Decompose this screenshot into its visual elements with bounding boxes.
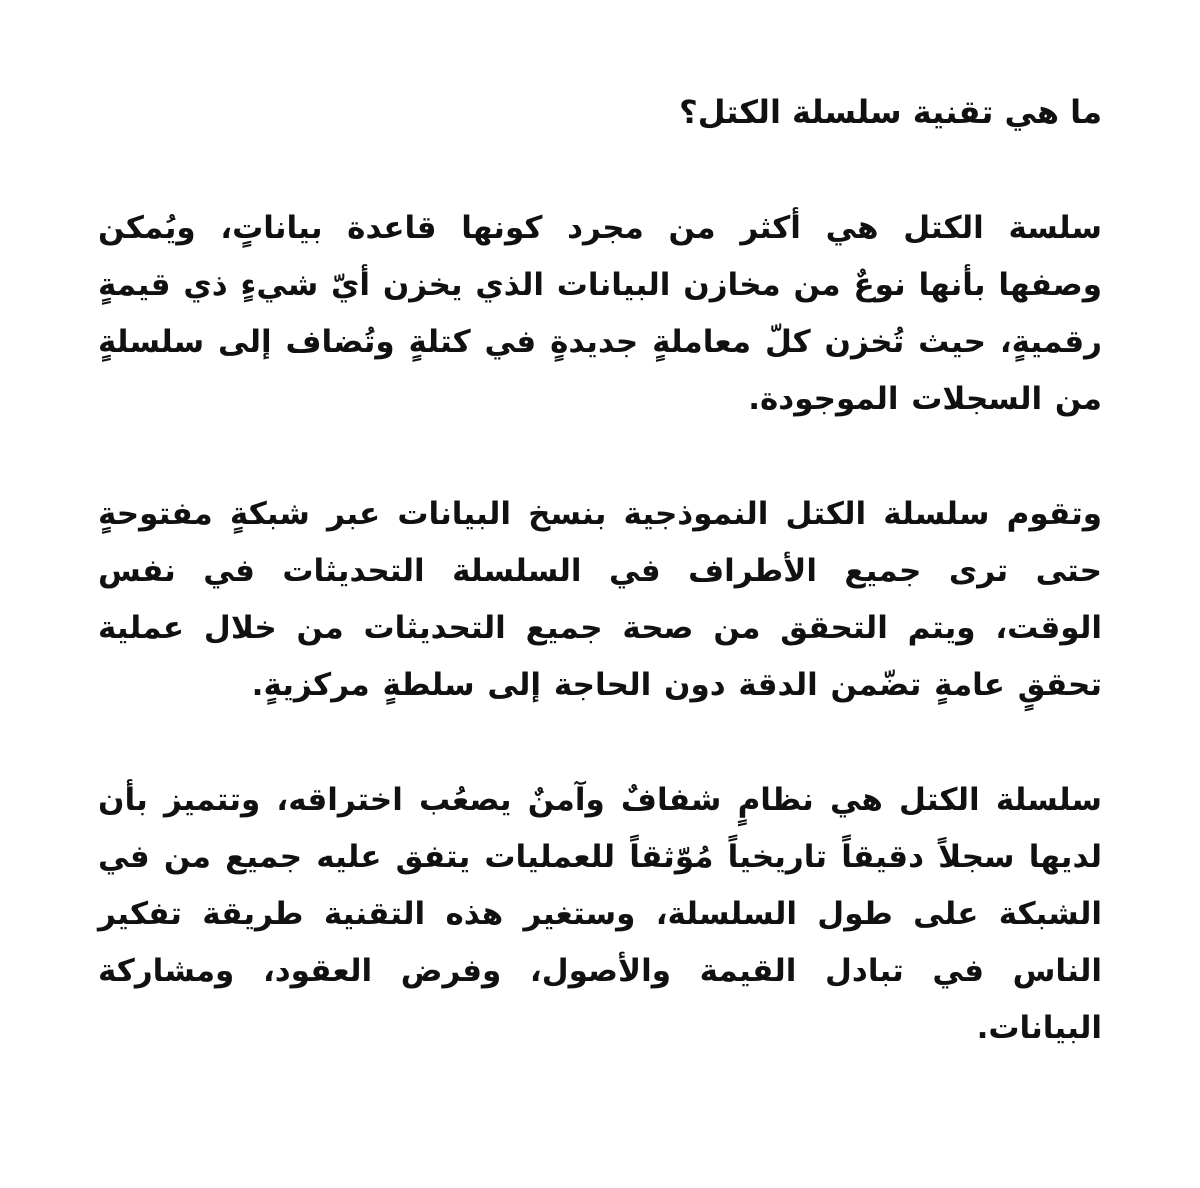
article xyxy=(98,82,1102,1057)
article-title: ما هي تقنية سلسلة الكتل؟ xyxy=(679,93,1102,131)
paragraph-definition: سلسة الكتل هي أكثر من مجرد كونها قاعدة بياناتٍ، ويُمكن وصفها بأنها نوعٌ من مخازن البيانات الذي يخزن أيّ شيءٍ ذي قيمةٍ رقميةٍ، حيث تُخزن كلّ معاملةٍ جديدةٍ في كتلةٍ وتُضاف إلى سلسلةٍ من السجلات الموجودة. xyxy=(98,210,1102,417)
paragraph-transparency: سلسلة الكتل هي نظامٍ شفافٌ وآمنٌ يصعُب اختراقه، وتتميز بأن لديها سجلاً دقيقاً تاريخياً مُوّثقاً للعمليات يتفق عليه جميع من في الشبكة على طول السلسلة، وستغير هذه التقنية طريقة تفكير الناس في تبادل القيمة والأصول، وفرض العقود، ومشاركة البيانات. xyxy=(98,782,1102,1046)
paragraph-replication: وتقوم سلسلة الكتل النموذجية بنسخ البيانات عبر شبكةٍ مفتوحةٍ حتى ترى جميع الأطراف في السلسلة التحديثات في نفس الوقت، ويتم التحقق من صحة جميع التحديثات من خلال عملية تحققٍ عامةٍ تضّمن الدقة دون الحاجة إلى سلطةٍ مركزيةٍ. xyxy=(98,496,1102,703)
